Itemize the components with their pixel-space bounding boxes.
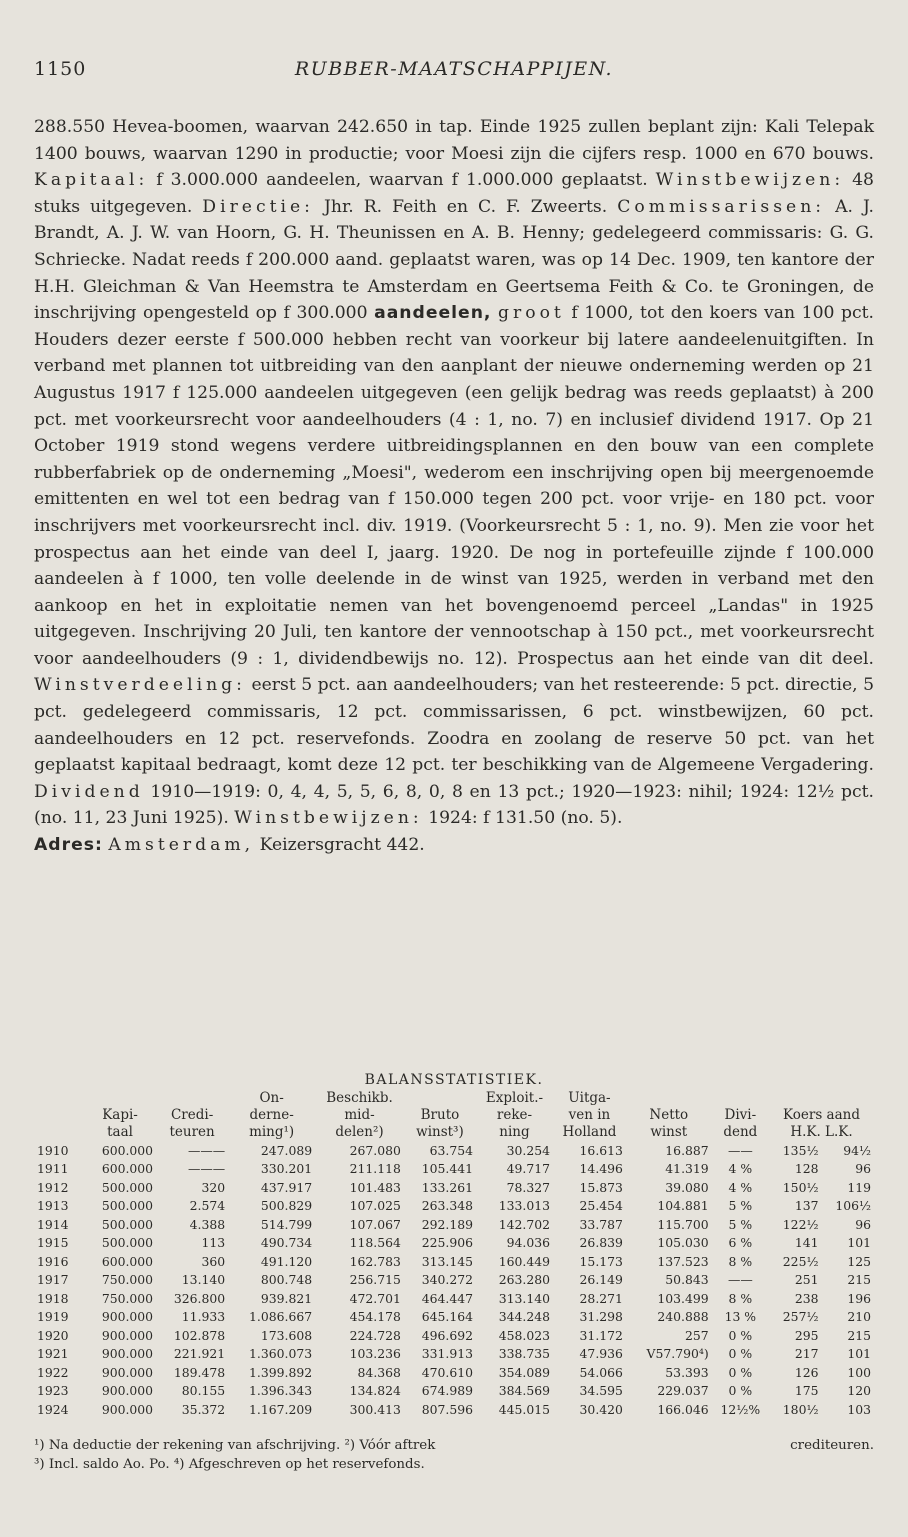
table-cell: 900.000 xyxy=(101,1383,154,1399)
header-onderneming: On- derne- ming¹) xyxy=(249,1090,295,1140)
table-cell: 1.086.667 xyxy=(249,1309,313,1325)
table-cell: 0 % xyxy=(728,1383,753,1399)
table-cell: 491.120 xyxy=(260,1253,313,1269)
table-cell: 166.046 xyxy=(657,1401,709,1417)
page-header xyxy=(34,58,874,86)
table-body xyxy=(34,1141,874,1419)
table-cell: 84.368 xyxy=(357,1364,401,1380)
table-cell: 11.933 xyxy=(181,1309,226,1325)
table-cell: 240.888 xyxy=(657,1309,709,1325)
table-cell: 6 % xyxy=(728,1235,753,1251)
table-cell: 41.319 xyxy=(665,1161,709,1177)
header-uitgaven-holland: Uitga- ven in Holland xyxy=(562,1090,617,1140)
table-cell: 30.420 xyxy=(579,1401,623,1417)
table-cell: 500.000 xyxy=(101,1198,154,1214)
header-beschikbare-middelen: Beschikb. mid- delen²) xyxy=(326,1090,393,1140)
table-cell: 490.734 xyxy=(260,1235,313,1251)
table-cell: 128 xyxy=(794,1161,819,1177)
table-cell: 1920 xyxy=(37,1327,69,1343)
table-cell: 16.613 xyxy=(579,1142,623,1158)
table-cell: 119 xyxy=(847,1179,871,1195)
table-row xyxy=(34,1160,874,1179)
table-cell: 103.499 xyxy=(657,1290,709,1306)
table-cell: 162.783 xyxy=(349,1253,401,1269)
table-cell: 107.025 xyxy=(349,1198,401,1214)
label-winstverdeeling: Winstverdeeling: xyxy=(34,675,246,696)
table-cell: 313.140 xyxy=(498,1290,550,1306)
table-cell: 1921 xyxy=(37,1346,69,1362)
table-cell: 1913 xyxy=(37,1198,69,1214)
table-cell: 101 xyxy=(847,1346,871,1362)
table-cell: 750.000 xyxy=(101,1290,154,1306)
table-cell: 674.989 xyxy=(421,1383,473,1399)
table-row xyxy=(34,1345,874,1364)
footnotes xyxy=(34,1436,874,1474)
table-cell: 464.447 xyxy=(421,1290,473,1306)
header-netto-winst: Netto winst xyxy=(649,1107,689,1140)
table-cell: ——— xyxy=(187,1142,226,1158)
table-cell: 13 % xyxy=(724,1309,757,1325)
table-cell: 103.236 xyxy=(349,1346,401,1362)
table-cell: 263.280 xyxy=(498,1272,550,1288)
table-cell: 900.000 xyxy=(101,1309,154,1325)
table-cell: 900.000 xyxy=(101,1346,154,1362)
table-cell: 0 % xyxy=(728,1327,753,1343)
table-cell: 600.000 xyxy=(101,1161,154,1177)
table-cell: 113 xyxy=(201,1235,226,1251)
table-cell: 49.717 xyxy=(506,1161,550,1177)
table-cell: 94.036 xyxy=(506,1235,550,1251)
table-cell: 267.080 xyxy=(349,1142,401,1158)
table-cell: 1924 xyxy=(37,1401,69,1417)
table-cell: 189.478 xyxy=(173,1364,226,1380)
table-cell: 1923 xyxy=(37,1383,69,1399)
table-cell: 96 xyxy=(855,1161,871,1177)
body-text xyxy=(34,114,874,859)
table-cell: 1914 xyxy=(37,1216,69,1232)
table-cell: 133.261 xyxy=(421,1179,473,1195)
table-cell: 53.393 xyxy=(665,1364,709,1380)
table-cell: 120 xyxy=(847,1383,871,1399)
table-row xyxy=(34,1178,874,1197)
table-cell: ——— xyxy=(187,1161,226,1177)
label-kapitaal: Kapitaal: xyxy=(34,170,149,191)
table-cell: 4 % xyxy=(728,1179,753,1195)
table-cell: 331.913 xyxy=(421,1346,473,1362)
table-cell: 445.015 xyxy=(498,1401,550,1417)
table-cell: 1917 xyxy=(37,1272,69,1288)
table-cell: 63.754 xyxy=(429,1142,473,1158)
table-cell: 900.000 xyxy=(101,1327,154,1343)
label-commissarissen: Commissarissen: xyxy=(617,196,826,217)
table-cell: 1919 xyxy=(37,1309,69,1325)
para-commissarissen: A. J. Brandt, A. J. W. van Hoorn, G. H. Theunissen en A. B. Henny; gedelegeerd commissaris: G. G. Schriecke. Nadat reeds f 200.000 aand. geplaatst waren, was op 14 Dec. 1909, ten kantore der H.H. Gleichman & Van Heemstra te Amsterdam en Geertsema Feith & Co. te Groningen, de inschrijving opengesteld op f 300.000 xyxy=(34,196,874,324)
table-cell: 1.399.892 xyxy=(249,1364,313,1380)
table-cell: 354.089 xyxy=(498,1364,550,1380)
table-cell: 12½% xyxy=(720,1401,761,1417)
para-plantings: 288.550 Hevea-boomen, waarvan 242.650 in tap. Einde 1925 zullen beplant zijn: Kali Telepak 1400 bouws, waarvan 1290 in productie; voor Moesi zijn die cijfers resp. 1000 en 670 bouws. xyxy=(34,117,874,164)
table-cell: 1.396.343 xyxy=(249,1383,313,1399)
table-cell: 160.449 xyxy=(498,1253,550,1269)
table-cell: 135½ xyxy=(782,1142,819,1158)
table-cell: 1916 xyxy=(37,1253,69,1269)
header-year xyxy=(34,1090,84,1141)
address-city: Amsterdam, xyxy=(108,835,255,856)
table-cell: 500.000 xyxy=(101,1235,154,1251)
header-dividend: Divi- dend xyxy=(723,1107,758,1140)
label-directie: Directie: xyxy=(202,196,314,217)
table-cell: 600.000 xyxy=(101,1253,154,1269)
table-cell: 137 xyxy=(794,1198,819,1214)
table-cell: 80.155 xyxy=(181,1383,226,1399)
table-cell: 1.167.209 xyxy=(249,1401,313,1417)
table-cell: 0 % xyxy=(728,1364,753,1380)
table-cell: 326.800 xyxy=(173,1290,226,1306)
table-cell: 338.735 xyxy=(498,1346,550,1362)
table-cell: 103 xyxy=(847,1401,871,1417)
label-groot: groot xyxy=(498,303,565,324)
table-cell: 4.388 xyxy=(189,1216,226,1232)
page-title: RUBBER-MAATSCHAPPIJEN. xyxy=(294,58,614,80)
table-cell: 100 xyxy=(847,1364,871,1380)
table-cell: 645.164 xyxy=(421,1309,473,1325)
table-cell: 102.878 xyxy=(173,1327,226,1343)
header-exploitatie-rekening: Exploit.- reke- ning xyxy=(485,1090,544,1140)
table-cell: 8 % xyxy=(728,1253,753,1269)
table-cell: 360 xyxy=(201,1253,226,1269)
table-cell: 300.413 xyxy=(349,1401,401,1417)
table-header-row xyxy=(34,1090,874,1141)
header-koers: Koers aand H.K. L.K. xyxy=(783,1107,860,1140)
balance-statistics-table xyxy=(34,1090,874,1419)
table-cell: 96 xyxy=(855,1216,871,1232)
page-number: 1150 xyxy=(34,58,87,80)
table-cell: 142.702 xyxy=(498,1216,550,1232)
table-cell: 26.149 xyxy=(579,1272,623,1288)
table-cell: 238 xyxy=(794,1290,819,1306)
table-cell: 137.523 xyxy=(657,1253,709,1269)
table-row xyxy=(34,1252,874,1271)
table-cell: 1.360.073 xyxy=(249,1346,313,1362)
table-cell: —— xyxy=(727,1142,753,1158)
table-cell: 31.172 xyxy=(579,1327,623,1343)
table-cell: 1918 xyxy=(37,1290,69,1306)
table-cell: 292.189 xyxy=(421,1216,473,1232)
table-cell: 105.441 xyxy=(421,1161,473,1177)
table-cell: 15.873 xyxy=(579,1179,623,1195)
table-cell: 5 % xyxy=(728,1198,753,1214)
table-cell: 900.000 xyxy=(101,1401,154,1417)
footnote-1-end: crediteuren. xyxy=(790,1438,874,1453)
table-cell: 13.140 xyxy=(181,1272,226,1288)
table-cell: 454.178 xyxy=(349,1309,401,1325)
table-cell: 54.066 xyxy=(579,1364,623,1380)
table-cell: 344.248 xyxy=(498,1309,550,1325)
table-cell: —— xyxy=(727,1272,753,1288)
table-cell: 225½ xyxy=(782,1253,819,1269)
table-row xyxy=(34,1400,874,1419)
table-cell: 320 xyxy=(201,1179,226,1195)
table-cell: 26.839 xyxy=(579,1235,623,1251)
table-cell: 496.692 xyxy=(421,1327,473,1343)
table-cell: 94½ xyxy=(843,1142,871,1158)
address-line xyxy=(34,832,874,859)
label-winstbewijzen: Winstbewijzen: xyxy=(655,170,845,191)
header-kapitaal: Kapi- taal xyxy=(102,1107,138,1140)
table-cell: 25.454 xyxy=(579,1198,623,1214)
table-cell: 47.936 xyxy=(579,1346,623,1362)
table-cell: 210 xyxy=(847,1309,871,1325)
table-row xyxy=(34,1308,874,1327)
table-cell: 150½ xyxy=(782,1179,819,1195)
label-adres: Adres: xyxy=(34,835,103,856)
footnote-1-text: ¹) Na deductie der rekening van afschrijving. ²) Vóór aftrek xyxy=(34,1438,436,1453)
table-cell: 4 % xyxy=(728,1161,753,1177)
table-cell: 107.067 xyxy=(349,1216,401,1232)
table-cell: 16.887 xyxy=(665,1142,709,1158)
para-directie: Jhr. R. Feith en C. F. Zweerts. xyxy=(323,196,608,217)
table-row xyxy=(34,1141,874,1160)
para-dividend: 1910—1919: 0, 4, 4, 5, 5, 6, 8, 0, 8 en 13 pct.; 1920—1923: nihil; 1924: 12½ pct. (no. 11, 23 Juni 1925). xyxy=(34,781,874,829)
header-bruto-winst: Bruto winst³) xyxy=(416,1107,464,1140)
para-winstbewijzen-2: 1924: f 131.50 (no. 5). xyxy=(428,808,623,829)
table-cell: 313.145 xyxy=(421,1253,473,1269)
table-row xyxy=(34,1197,874,1216)
table-cell: 1912 xyxy=(37,1179,69,1195)
table-cell: 470.610 xyxy=(421,1364,473,1380)
table-cell: 5 % xyxy=(728,1216,753,1232)
table-cell: 211.118 xyxy=(349,1161,401,1177)
table-cell: 175 xyxy=(794,1383,819,1399)
table-cell: 215 xyxy=(847,1327,871,1343)
table-cell: V57.790⁴) xyxy=(646,1346,709,1362)
table-cell: 101.483 xyxy=(349,1179,401,1195)
table-cell: 257 xyxy=(685,1327,709,1343)
table-cell: 126 xyxy=(794,1364,819,1380)
table-cell: 1922 xyxy=(37,1364,69,1380)
table-row xyxy=(34,1382,874,1401)
table-cell: 1915 xyxy=(37,1235,69,1251)
table-cell: 263.348 xyxy=(421,1198,473,1214)
table-cell: 750.000 xyxy=(101,1272,154,1288)
label-dividend: Dividend xyxy=(34,781,144,802)
table-cell: 225.906 xyxy=(421,1235,473,1251)
table-cell: 118.564 xyxy=(349,1235,401,1251)
company-description xyxy=(34,114,874,832)
table-row xyxy=(34,1363,874,1382)
table-row xyxy=(34,1326,874,1345)
table-cell: 500.829 xyxy=(260,1198,313,1214)
table-cell: 33.787 xyxy=(579,1216,623,1232)
table-cell: 14.496 xyxy=(579,1161,623,1177)
table-cell: 257½ xyxy=(782,1309,819,1325)
table-cell: 28.271 xyxy=(579,1290,623,1306)
table-cell: 2.574 xyxy=(189,1198,226,1214)
table-cell: 295 xyxy=(794,1327,819,1343)
table-cell: 800.748 xyxy=(260,1272,313,1288)
table-title: BALANSSTATISTIEK. xyxy=(364,1072,544,1088)
table-row xyxy=(34,1234,874,1253)
header-crediteuren: Credi- teuren xyxy=(169,1107,215,1140)
table-cell: 115.700 xyxy=(657,1216,709,1232)
table-cell: 78.327 xyxy=(506,1179,550,1195)
table-cell: 8 % xyxy=(728,1290,753,1306)
table-cell: 500.000 xyxy=(101,1216,154,1232)
table-cell: 122½ xyxy=(782,1216,819,1232)
table-cell: 224.728 xyxy=(349,1327,401,1343)
table-cell: 900.000 xyxy=(101,1364,154,1380)
table-cell: 105.030 xyxy=(657,1235,709,1251)
table-cell: 251 xyxy=(794,1272,819,1288)
table-cell: 939.821 xyxy=(260,1290,313,1306)
table-cell: 106½ xyxy=(835,1198,871,1214)
table-cell: 437.917 xyxy=(260,1179,313,1195)
table-cell: 15.173 xyxy=(579,1253,623,1269)
table-cell: 472.701 xyxy=(349,1290,401,1306)
footnote-1 xyxy=(34,1436,874,1455)
table-cell: 600.000 xyxy=(101,1142,154,1158)
table-cell: 217 xyxy=(794,1346,819,1362)
table-cell: 34.595 xyxy=(579,1383,623,1399)
table-cell: 104.881 xyxy=(657,1198,709,1214)
table-cell: 1910 xyxy=(37,1142,69,1158)
table-cell: 133.013 xyxy=(498,1198,550,1214)
table-cell: 256.715 xyxy=(349,1272,401,1288)
para-emissions: f 1000, tot den koers van 100 pct. Houders dezer eerste f 500.000 hebben recht van voorkeur bij latere aandeelenuitgiften. In verband met plannen tot uitbreiding van den aanplant der nieuwe onderneming werden op 21 Augustus 1917 f 125.000 aandeelen uitgegeven (een gelijk bedrag was reeds geplaatst) à 200 pct. met voorkeursrecht voor aandeelhouders (4 : 1, no. 7) en inclusief dividend 1917. Op 21 October 1919 stond wegens verdere uitbreidingsplannen en den bouw van een complete rubberfabriek op de onderneming „Moesi", wederom een inschrijving open bij meergenoemde emittenten en wel tot een bedrag van f 150.000 tegen 200 pct. voor vrije- en 180 pct. voor inschrijvers met voorkeursrecht incl. div. 1919. (Voorkeursrecht 5 : 1, no. 9). Men zie voor het prospectus aan het einde van deel I, jaarg. 1920. De nog in portefeuille zijnde f 100.000 aandeelen à f 1000, ten volle deelende in de winst van 1925, werden in verband met den aankoop en het in exploitatie nemen van het bovengenoemd perceel „Landas" in 1925 uitgegeven. Inschrijving 20 Juli, ten kantore der vennootschap à 150 pct., met voorkeursrecht voor aandeelhouders (9 : 1, dividendbewijs no. 12). Prospectus aan het einde van dit deel. xyxy=(34,303,874,669)
table-cell: 180½ xyxy=(782,1401,819,1417)
table-cell: 101 xyxy=(847,1235,871,1251)
table-cell: 125 xyxy=(847,1253,871,1269)
table-cell: 221.921 xyxy=(173,1346,226,1362)
table-cell: 1911 xyxy=(37,1161,69,1177)
label-aandeelen: aandeelen, xyxy=(374,303,492,324)
table-cell: 39.080 xyxy=(665,1179,709,1195)
label-winstbewijzen-2: Winstbewijzen: xyxy=(234,808,423,829)
table-cell: 247.089 xyxy=(260,1142,313,1158)
table-cell: 458.023 xyxy=(498,1327,550,1343)
para-kapitaal: f 3.000.000 aandeelen, waarvan f 1.000.000 geplaatst. xyxy=(156,170,648,191)
table-cell: 35.372 xyxy=(181,1401,226,1417)
table-cell: 514.799 xyxy=(260,1216,313,1232)
table-row xyxy=(34,1215,874,1234)
table-cell: 134.824 xyxy=(349,1383,401,1399)
table-cell: 384.569 xyxy=(498,1383,550,1399)
table-cell: 500.000 xyxy=(101,1179,154,1195)
table-cell: 807.596 xyxy=(421,1401,473,1417)
table-row xyxy=(34,1289,874,1308)
table-cell: 215 xyxy=(847,1272,871,1288)
address-street: Keizersgracht 442. xyxy=(259,835,425,856)
para-winstbewijzen: 48 stuks uitgegeven. xyxy=(34,170,874,217)
table-cell: 141 xyxy=(794,1235,819,1251)
table-cell: 229.037 xyxy=(657,1383,709,1399)
table-cell: 340.272 xyxy=(421,1272,473,1288)
para-winstverdeeling: eerst 5 pct. aan aandeelhouders; van het resteerende: 5 pct. directie, 5 pct. gedelegeerd commissaris, 12 pct. commissarissen, 6 pct. winstbewijzen, 60 pct. aandeelhouders en 12 pct. reservefonds. Zoodra en zoolang de reserve 50 pct. van het geplaatst kapitaal bedraagt, komt deze 12 pct. ter beschikking van de Algemeene Vergadering. xyxy=(34,675,875,776)
footnote-2: ³) Incl. saldo Ao. Po. ⁴) Afgeschreven op het reservefonds. xyxy=(34,1457,425,1472)
table-cell: 0 % xyxy=(728,1346,753,1362)
table-cell: 173.608 xyxy=(260,1327,313,1343)
table-cell: 30.254 xyxy=(506,1142,550,1158)
table-cell: 31.298 xyxy=(579,1309,623,1325)
table-row xyxy=(34,1271,874,1290)
table-cell: 330.201 xyxy=(260,1161,313,1177)
table-cell: 50.843 xyxy=(665,1272,709,1288)
table-cell: 196 xyxy=(847,1290,871,1306)
